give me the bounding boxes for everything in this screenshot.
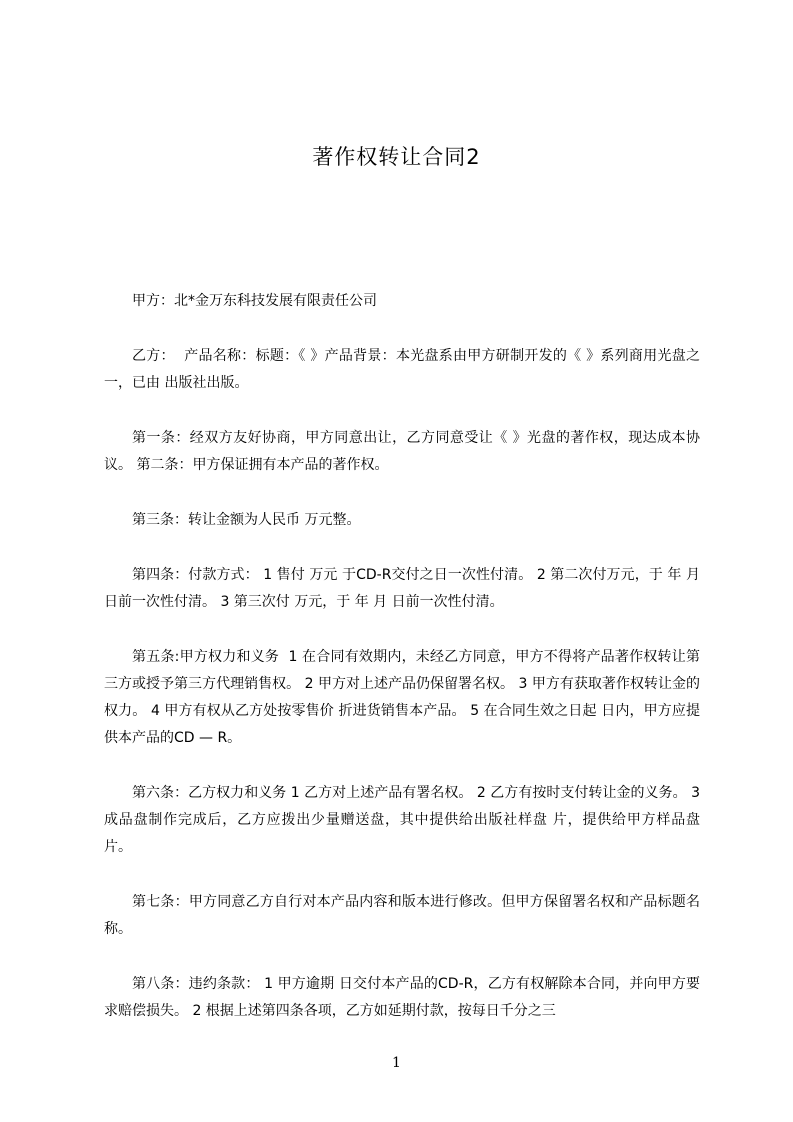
paragraph-article-1: 第一条：经双方友好协商，甲方同意出让，乙方同意受让《 》光盘的著作权，现达成本协议。 第二条：甲方保证拥有本产品的著作权。 <box>104 430 700 473</box>
paragraph-article-6: 第六条：乙方权力和义务 1 乙方对上述产品有署名权。 2 乙方有按时支付转让金的义务。 3 成品盘制作完成后，乙方应拨出少量赠送盘，其中提供给出版社样盘 片，提供给甲方样品盘 片。 <box>104 785 705 855</box>
paragraph-party-a: 甲方：北*金万东科技发展有限责任公司 <box>132 293 377 309</box>
paragraph-article-7: 第七条：甲方同意乙方自行对本产品内容和版本进行修改。但甲方保留署名权和产品标题名称。 <box>104 894 700 937</box>
paragraph-article-5: 第五条:甲方权力和义务 1 在合同有效期内，未经乙方同意，甲方不得将产品著作权转让第三方或授予第三方代理销售权。 2 甲方对上述产品仍保留署名权。 3 甲方有获取著作权转让金的权力。 4 甲方有权从乙方处按零售价 折进货销售本产品。 5 在合同生效之日起 日内，甲方应提供本产品的CD — R。 <box>104 649 700 746</box>
document-title: 著作权转让合同2 <box>312 145 481 169</box>
page-number: 1 <box>392 1055 401 1071</box>
paragraph-article-3: 第三条：转让金额为人民币 万元整。 <box>132 512 361 528</box>
paragraph-article-8: 第八条：违约条款： 1 甲方逾期 日交付本产品的CD-R，乙方有权解除本合同，并向甲方要求赔偿损失。 2 根据上述第四条各项，乙方如延期付款，按每日千分之三 <box>104 976 700 1019</box>
document-body <box>104 288 705 1053</box>
paragraph-party-b: 乙方： 产品名称：标题：《 》产品背景：本光盘系由甲方研制开发的《 》系列商用光盘之一，已由 出版社出版。 <box>104 348 700 391</box>
paragraph-article-4: 第四条：付款方式： 1 售付 万元 于CD-R交付之日一次性付清。 2 第二次付万元，于 年 月 日前一次性付清。 3 第三次付 万元，于 年 月 日前一次性付清。 <box>104 567 705 610</box>
